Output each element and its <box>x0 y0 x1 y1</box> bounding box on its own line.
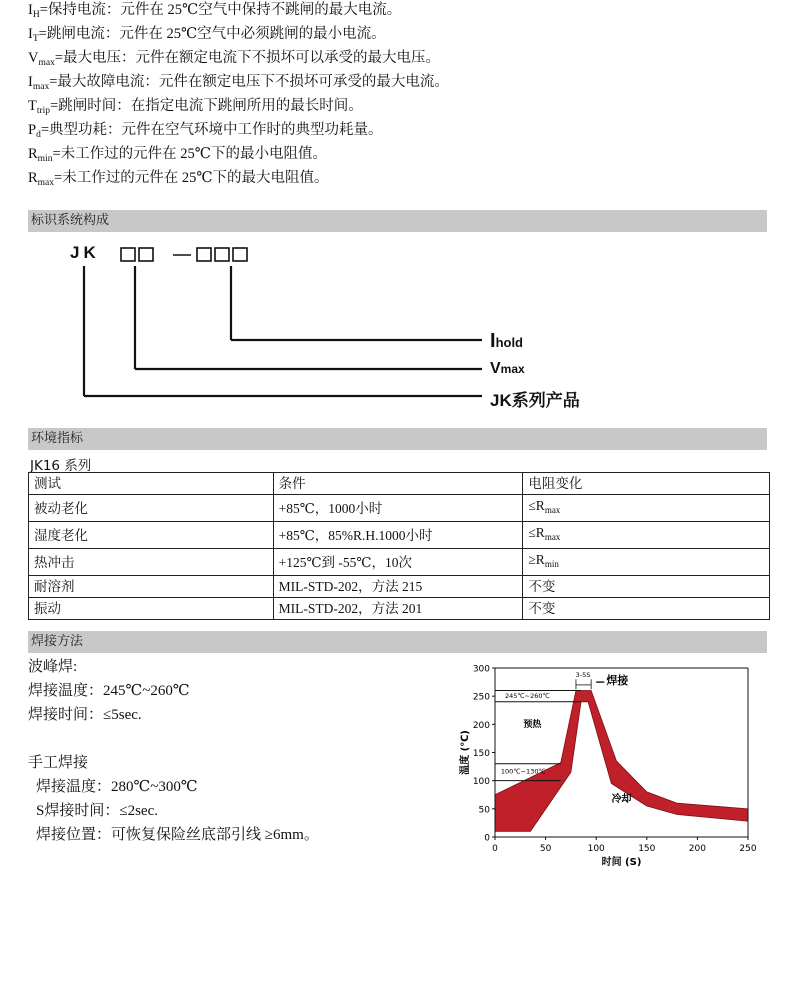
cell-change <box>523 522 770 549</box>
cell-test-text: 热冲击 <box>34 554 75 570</box>
x-tick-label: 0 <box>492 844 498 854</box>
table-row <box>29 522 770 549</box>
cell-change <box>523 598 770 620</box>
hand-position: 焊接位置：可恢复保险丝底部引线 ≥6mm。 <box>36 827 319 843</box>
table-row <box>29 598 770 620</box>
label-vmax <box>490 360 525 378</box>
y-axis-label: 温度 (℃) <box>460 730 471 775</box>
definition-row <box>28 72 449 97</box>
label-ihold-sub: hold <box>495 335 523 350</box>
x-tick-label: 150 <box>638 844 656 854</box>
y-tick-label: 0 <box>484 833 490 844</box>
x-tick-label: 50 <box>539 844 552 854</box>
cell-condition <box>273 522 523 549</box>
cell-change-subscript: min <box>544 559 559 569</box>
label-ihold <box>490 330 523 353</box>
cell-test <box>29 522 274 549</box>
definition-subscript: trip <box>36 106 51 116</box>
cell-test <box>29 495 274 522</box>
definition-text: =最大电压：元件在额定电流下不损坏可以承受的最大电压。 <box>54 50 441 66</box>
x-tick-label: 100 <box>587 844 605 854</box>
table-row <box>29 495 770 522</box>
cell-change-subscript: max <box>544 505 561 515</box>
code-box-1 <box>121 248 135 261</box>
annotation-preheat: 预热 <box>523 720 542 731</box>
section-bar-environment: 环境指标 <box>28 428 767 450</box>
definition-subscript: H <box>32 10 40 20</box>
wave-temp: 焊接温度：245℃~260℃ <box>28 683 190 699</box>
y-tick-label: 50 <box>478 805 490 816</box>
definition-subscript: d <box>36 130 41 140</box>
cell-test <box>29 598 274 620</box>
profile-band <box>495 691 748 832</box>
hand-title: 手工焊接 <box>28 755 89 771</box>
cell-condition <box>273 576 523 598</box>
definition-row <box>28 96 363 121</box>
definition-symbol: I <box>28 74 33 90</box>
table-series-title: JK16 系列 <box>30 458 92 474</box>
y-tick-label: 150 <box>472 749 490 759</box>
definition-text: =未工作过的元件在 25℃下的最大电阻值。 <box>54 170 329 186</box>
definition-symbol: V <box>28 50 39 66</box>
cell-change-text: ≤R <box>528 498 545 513</box>
section-bar-welding: 焊接方法 <box>28 631 767 653</box>
definition-row <box>28 120 383 145</box>
y-tick-label: 300 <box>472 664 490 675</box>
cell-condition <box>273 495 523 522</box>
code-box-5 <box>233 248 247 261</box>
code-box-2 <box>139 248 153 261</box>
cell-condition-text: +85℃，85%R.H.1000小时 <box>278 527 433 543</box>
code-box-4 <box>215 248 229 261</box>
definition-subscript: max <box>38 58 55 68</box>
definition-symbol: I <box>28 26 33 42</box>
y-tick-label: 200 <box>472 720 490 731</box>
cell-test <box>29 576 274 598</box>
cell-change-subscript: max <box>544 532 561 542</box>
definition-subscript: max <box>32 82 50 92</box>
cell-change <box>523 495 770 522</box>
definition-row <box>28 168 329 193</box>
cell-condition-text: MIL-STD-202，方法 201 <box>278 601 423 616</box>
table-row <box>29 549 770 576</box>
cell-change <box>523 576 770 598</box>
cell-change <box>523 549 770 576</box>
definition-subscript: T <box>32 34 39 44</box>
chart-svg <box>448 660 768 875</box>
definition-subscript: max <box>37 178 55 188</box>
definition-subscript: min <box>37 154 53 164</box>
label-ihold-main: I <box>490 330 496 352</box>
table-header-row <box>29 473 770 495</box>
definition-row <box>28 24 386 49</box>
environment-table <box>28 472 770 620</box>
hand-time: S焊接时间：≤2sec. <box>36 803 158 819</box>
cell-change-text: 不变 <box>528 579 556 594</box>
cell-condition-text: +85℃，1000小时 <box>278 500 383 516</box>
welding-text <box>28 655 319 847</box>
y-tick-label: 250 <box>472 692 490 703</box>
definition-row <box>28 48 440 73</box>
annotation-cooling: 冷却 <box>611 794 632 806</box>
definition-symbol: I <box>28 2 33 18</box>
label-vmax-main: V <box>490 360 501 377</box>
cell-change-text: 不变 <box>528 601 556 616</box>
section-bar-marking: 标识系统构成 <box>28 210 767 232</box>
header-test: 测试 <box>29 473 274 495</box>
definition-symbol: R <box>28 170 38 186</box>
definition-text: =未工作过的元件在 25℃下的最小电阻值。 <box>52 146 327 162</box>
cell-condition <box>273 549 523 576</box>
definition-text: =最大故障电流：元件在额定电压下不损坏可承受的最大电流。 <box>49 74 449 90</box>
cell-test-text: 被动老化 <box>34 500 88 516</box>
definition-text: =保持电流：元件在 25℃空气中保持不跳闸的最大电流。 <box>39 2 402 18</box>
marking-code-diagram <box>70 244 630 419</box>
definition-row <box>28 0 401 25</box>
annotation-dwell: 3-5S <box>575 671 591 680</box>
cell-condition <box>273 598 523 620</box>
cell-test-text: 耐溶剂 <box>34 579 75 594</box>
definition-text: =跳闸电流：元件在 25℃空气中必须跳闸的最小电流。 <box>38 26 386 42</box>
wave-time: 焊接时间：≤5sec. <box>28 707 142 723</box>
hand-temp: 焊接温度：280℃~300℃ <box>36 779 198 795</box>
annotation-welding: 焊接 <box>606 673 629 687</box>
definition-row <box>28 144 327 169</box>
definition-text: =典型功耗：元件在空气环境中工作时的典型功耗量。 <box>40 122 383 138</box>
cell-test <box>29 549 274 576</box>
cell-condition-text: +125℃到 -55℃，10次 <box>278 554 413 570</box>
header-resistance-change: 电阻变化 <box>523 473 770 495</box>
x-tick-label: 250 <box>739 844 757 854</box>
wave-title: 波峰焊: <box>28 659 78 675</box>
cell-condition-text: MIL-STD-202，方法 215 <box>278 579 423 594</box>
x-axis-label: 时间 (S) <box>601 857 642 868</box>
label-jk-series: JK系列产品 <box>490 391 580 410</box>
cell-test-text: 湿度老化 <box>34 527 88 543</box>
header-condition: 条件 <box>273 473 523 495</box>
label-vmax-sub: max <box>500 362 525 376</box>
code-prefix: JK <box>70 243 100 262</box>
cell-change-text: ≥R <box>528 552 545 567</box>
annotation-peak-range: 245℃~260℃ <box>504 691 550 700</box>
cell-change-text: ≤R <box>528 525 545 540</box>
definition-text: =跳闸时间：在指定电流下跳闸所用的最长时间。 <box>50 98 363 114</box>
soldering-profile-chart <box>448 660 768 875</box>
x-tick-label: 200 <box>688 844 706 854</box>
definition-symbol: T <box>28 98 37 114</box>
y-tick-label: 100 <box>472 777 490 788</box>
cell-test-text: 振动 <box>34 601 61 616</box>
annotation-preheat-range: 100℃~130℃ <box>500 767 546 776</box>
definition-symbol: R <box>28 146 38 162</box>
definition-symbol: P <box>28 122 37 138</box>
table-row <box>29 576 770 598</box>
code-box-3 <box>197 248 211 261</box>
